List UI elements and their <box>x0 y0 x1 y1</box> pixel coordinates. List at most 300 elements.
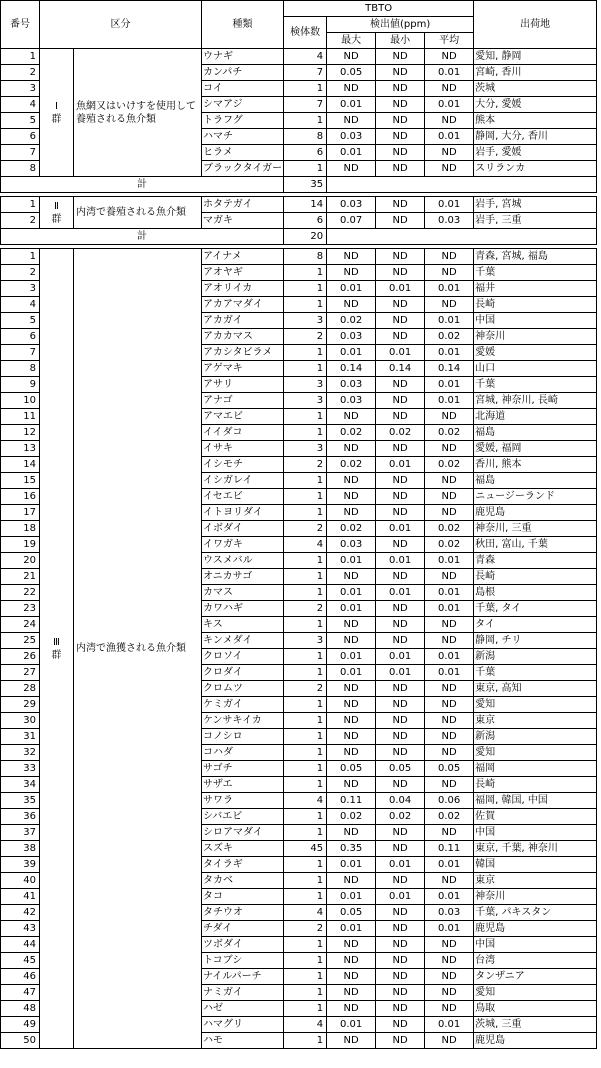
max-value: ND <box>327 697 376 713</box>
min-value: ND <box>376 969 425 985</box>
header-count: 検体数 <box>284 17 327 49</box>
origin-place: 愛知 <box>474 697 597 713</box>
row-number: 12 <box>1 425 40 441</box>
origin-place: 神奈川 <box>474 889 597 905</box>
origin-place: 長崎 <box>474 777 597 793</box>
species-name: ハマグリ <box>202 1017 284 1033</box>
avg-value: ND <box>425 873 474 889</box>
avg-value: 0.11 <box>425 841 474 857</box>
max-value: ND <box>327 777 376 793</box>
species-name: シマアジ <box>202 97 284 113</box>
avg-value: ND <box>425 729 474 745</box>
sample-count: 2 <box>284 329 327 345</box>
max-value: ND <box>327 873 376 889</box>
row-number: 3 <box>1 81 40 97</box>
min-value: ND <box>376 1033 425 1049</box>
origin-place: スリランカ <box>474 161 597 177</box>
species-name: スズキ <box>202 841 284 857</box>
origin-place: 静岡, チリ <box>474 633 597 649</box>
sample-count: 8 <box>284 249 327 265</box>
group-category: 内湾で漁獲される魚介類 <box>74 249 202 1049</box>
avg-value: 0.03 <box>425 213 474 229</box>
min-value: ND <box>376 441 425 457</box>
total-count: 20 <box>284 229 327 245</box>
species-name: イトヨリダイ <box>202 505 284 521</box>
min-value: ND <box>376 953 425 969</box>
origin-place: 愛知, 静岡 <box>474 49 597 65</box>
total-label: 計 <box>1 177 284 193</box>
row-number: 40 <box>1 873 40 889</box>
min-value: ND <box>376 473 425 489</box>
row-number: 23 <box>1 601 40 617</box>
origin-place: 愛媛 <box>474 345 597 361</box>
row-number: 33 <box>1 761 40 777</box>
species-name: ケンサキイカ <box>202 713 284 729</box>
min-value: ND <box>376 905 425 921</box>
sample-count: 1 <box>284 1033 327 1049</box>
origin-place: 香川, 熊本 <box>474 457 597 473</box>
min-value: 0.01 <box>376 457 425 473</box>
total-blank <box>327 229 597 245</box>
species-name: タイラギ <box>202 857 284 873</box>
sample-count: 1 <box>284 345 327 361</box>
avg-value: ND <box>425 713 474 729</box>
origin-place: 宮城, 神奈川, 長崎 <box>474 393 597 409</box>
min-value: ND <box>376 377 425 393</box>
row-number: 31 <box>1 729 40 745</box>
species-name: アゲマキ <box>202 361 284 377</box>
max-value: 0.01 <box>327 1017 376 1033</box>
species-name: イボダイ <box>202 521 284 537</box>
sample-count: 1 <box>284 649 327 665</box>
origin-place: 東京, 千葉, 神奈川 <box>474 841 597 857</box>
avg-value: ND <box>425 969 474 985</box>
avg-value: ND <box>425 681 474 697</box>
sample-count: 1 <box>284 113 327 129</box>
max-value: ND <box>327 161 376 177</box>
avg-value: 0.01 <box>425 65 474 81</box>
avg-value: 0.03 <box>425 905 474 921</box>
sample-count: 1 <box>284 729 327 745</box>
min-value: ND <box>376 329 425 345</box>
sample-count: 1 <box>284 937 327 953</box>
row-number: 47 <box>1 985 40 1001</box>
table-row <box>1 49 597 65</box>
sample-count: 1 <box>284 161 327 177</box>
row-number: 7 <box>1 145 40 161</box>
total-count: 35 <box>284 177 327 193</box>
sample-count: 1 <box>284 761 327 777</box>
species-name: サゴチ <box>202 761 284 777</box>
min-value: ND <box>376 297 425 313</box>
sample-count: 1 <box>284 713 327 729</box>
min-value: 0.01 <box>376 521 425 537</box>
row-number: 18 <box>1 521 40 537</box>
max-value: ND <box>327 265 376 281</box>
sample-count: 3 <box>284 377 327 393</box>
row-number: 16 <box>1 489 40 505</box>
row-number: 20 <box>1 553 40 569</box>
species-name: アナゴ <box>202 393 284 409</box>
min-value: ND <box>376 145 425 161</box>
row-number: 2 <box>1 213 40 229</box>
sample-count: 14 <box>284 197 327 213</box>
row-number: 44 <box>1 937 40 953</box>
sample-count: 1 <box>284 409 327 425</box>
species-name: アオリイカ <box>202 281 284 297</box>
avg-value: 0.05 <box>425 761 474 777</box>
species-name: ナイルパーチ <box>202 969 284 985</box>
row-number: 15 <box>1 473 40 489</box>
species-name: キンメダイ <box>202 633 284 649</box>
origin-place: 静岡, 大分, 香川 <box>474 129 597 145</box>
sample-count: 1 <box>284 81 327 97</box>
header-origin: 出荷地 <box>474 1 597 49</box>
species-name: イサキ <box>202 441 284 457</box>
row-number: 41 <box>1 889 40 905</box>
species-name: ハマチ <box>202 129 284 145</box>
avg-value: ND <box>425 985 474 1001</box>
origin-place: 岩手, 三重 <box>474 213 597 229</box>
species-name: オニカサゴ <box>202 569 284 585</box>
avg-value: 0.01 <box>425 601 474 617</box>
total-row <box>1 177 597 193</box>
min-value: 0.01 <box>376 281 425 297</box>
max-value: 0.02 <box>327 521 376 537</box>
min-value: ND <box>376 745 425 761</box>
row-number: 46 <box>1 969 40 985</box>
sample-count: 1 <box>284 809 327 825</box>
group-label: Ⅲ 群 <box>40 249 74 1049</box>
min-value: ND <box>376 49 425 65</box>
row-number: 34 <box>1 777 40 793</box>
max-value: 0.02 <box>327 313 376 329</box>
sample-count: 1 <box>284 777 327 793</box>
sample-count: 2 <box>284 457 327 473</box>
avg-value: ND <box>425 937 474 953</box>
origin-place: 新潟 <box>474 649 597 665</box>
origin-place: ニュージーランド <box>474 489 597 505</box>
avg-value: 0.01 <box>425 889 474 905</box>
species-name: サワラ <box>202 793 284 809</box>
min-value: ND <box>376 1017 425 1033</box>
avg-value: ND <box>425 569 474 585</box>
sample-count: 2 <box>284 681 327 697</box>
row-number: 48 <box>1 1001 40 1017</box>
species-name: カワハギ <box>202 601 284 617</box>
sample-count: 3 <box>284 313 327 329</box>
origin-place: 千葉 <box>474 665 597 681</box>
species-name: コハダ <box>202 745 284 761</box>
row-number: 35 <box>1 793 40 809</box>
avg-value: ND <box>425 1001 474 1017</box>
max-value: 0.05 <box>327 905 376 921</box>
origin-place: タンザニア <box>474 969 597 985</box>
species-name: アカシタビラメ <box>202 345 284 361</box>
avg-value: ND <box>425 1033 474 1049</box>
row-number: 8 <box>1 361 40 377</box>
row-number: 45 <box>1 953 40 969</box>
sample-count: 1 <box>284 857 327 873</box>
avg-value: 0.02 <box>425 425 474 441</box>
sample-count: 1 <box>284 617 327 633</box>
species-name: ナミガイ <box>202 985 284 1001</box>
row-number: 50 <box>1 1033 40 1049</box>
row-number: 43 <box>1 921 40 937</box>
sample-count: 6 <box>284 213 327 229</box>
row-number: 4 <box>1 297 40 313</box>
row-number: 39 <box>1 857 40 873</box>
max-value: 0.03 <box>327 329 376 345</box>
min-value: ND <box>376 161 425 177</box>
max-value: 0.01 <box>327 921 376 937</box>
sample-count: 3 <box>284 633 327 649</box>
row-number: 14 <box>1 457 40 473</box>
row-number: 1 <box>1 49 40 65</box>
min-value: ND <box>376 537 425 553</box>
max-value: 0.02 <box>327 809 376 825</box>
origin-place: 千葉 <box>474 265 597 281</box>
origin-place: 山口 <box>474 361 597 377</box>
max-value: 0.02 <box>327 425 376 441</box>
avg-value: ND <box>425 489 474 505</box>
sample-count: 1 <box>284 889 327 905</box>
avg-value: 0.02 <box>425 521 474 537</box>
origin-place: 島根 <box>474 585 597 601</box>
species-name: チダイ <box>202 921 284 937</box>
row-number: 29 <box>1 697 40 713</box>
max-value: 0.07 <box>327 213 376 229</box>
sample-count: 1 <box>284 569 327 585</box>
origin-place: 長崎 <box>474 297 597 313</box>
sample-count: 1 <box>284 281 327 297</box>
avg-value: 0.06 <box>425 793 474 809</box>
row-number: 28 <box>1 681 40 697</box>
origin-place: 茨城, 三重 <box>474 1017 597 1033</box>
min-value: ND <box>376 129 425 145</box>
species-name: タコ <box>202 889 284 905</box>
avg-value: ND <box>425 697 474 713</box>
species-name: ツボダイ <box>202 937 284 953</box>
origin-place: 中国 <box>474 937 597 953</box>
avg-value: ND <box>425 633 474 649</box>
species-name: ハモ <box>202 1033 284 1049</box>
origin-place: 東京 <box>474 873 597 889</box>
row-number: 4 <box>1 97 40 113</box>
row-number: 37 <box>1 825 40 841</box>
max-value: 0.01 <box>327 345 376 361</box>
max-value: 0.02 <box>327 457 376 473</box>
species-name: サザエ <box>202 777 284 793</box>
sample-count: 4 <box>284 49 327 65</box>
max-value: ND <box>327 969 376 985</box>
species-name: ブラックタイガー <box>202 161 284 177</box>
origin-place: 宮崎, 香川 <box>474 65 597 81</box>
header-tbto: TBTO <box>284 1 474 17</box>
sample-count: 1 <box>284 505 327 521</box>
origin-place: 愛媛, 福岡 <box>474 441 597 457</box>
min-value: ND <box>376 825 425 841</box>
avg-value: 0.01 <box>425 97 474 113</box>
avg-value: 0.01 <box>425 197 474 213</box>
origin-place: 千葉 <box>474 377 597 393</box>
min-value: ND <box>376 505 425 521</box>
avg-value: 0.01 <box>425 585 474 601</box>
min-value: 0.02 <box>376 425 425 441</box>
min-value: ND <box>376 65 425 81</box>
max-value: 0.03 <box>327 377 376 393</box>
min-value: 0.04 <box>376 793 425 809</box>
sample-count: 4 <box>284 537 327 553</box>
sample-count: 1 <box>284 1001 327 1017</box>
species-name: アカカマス <box>202 329 284 345</box>
max-value: ND <box>327 409 376 425</box>
sample-count: 1 <box>284 697 327 713</box>
species-name: タチウオ <box>202 905 284 921</box>
species-name: キス <box>202 617 284 633</box>
row-number: 17 <box>1 505 40 521</box>
min-value: ND <box>376 97 425 113</box>
origin-place: 福岡, 韓国, 中国 <box>474 793 597 809</box>
min-value: 0.01 <box>376 889 425 905</box>
sample-count: 1 <box>284 585 327 601</box>
max-value: ND <box>327 297 376 313</box>
species-name: カンパチ <box>202 65 284 81</box>
row-number: 2 <box>1 265 40 281</box>
avg-value: ND <box>425 473 474 489</box>
min-value: ND <box>376 985 425 1001</box>
max-value: 0.01 <box>327 585 376 601</box>
total-row <box>1 229 597 245</box>
max-value: ND <box>327 681 376 697</box>
max-value: 0.05 <box>327 761 376 777</box>
group-category: 魚網又はいけすを使用して養殖される魚介類 <box>74 49 202 177</box>
species-name: タカベ <box>202 873 284 889</box>
avg-value: 0.02 <box>425 329 474 345</box>
min-value: ND <box>376 937 425 953</box>
header-detected: 検出値(ppm) <box>327 17 474 33</box>
origin-place: 岩手, 宮城 <box>474 197 597 213</box>
avg-value: ND <box>425 953 474 969</box>
min-value: 0.01 <box>376 857 425 873</box>
max-value: 0.35 <box>327 841 376 857</box>
species-name: イイダコ <box>202 425 284 441</box>
max-value: ND <box>327 953 376 969</box>
avg-value: ND <box>425 49 474 65</box>
min-value: ND <box>376 1001 425 1017</box>
min-value: ND <box>376 213 425 229</box>
species-name: アイナメ <box>202 249 284 265</box>
max-value: 0.03 <box>327 197 376 213</box>
max-value: 0.01 <box>327 649 376 665</box>
origin-place: 鳥取 <box>474 1001 597 1017</box>
origin-place: 神奈川, 三重 <box>474 521 597 537</box>
avg-value: ND <box>425 825 474 841</box>
species-name: ハゼ <box>202 1001 284 1017</box>
sample-count: 1 <box>284 473 327 489</box>
max-value: 0.01 <box>327 889 376 905</box>
avg-value: 0.01 <box>425 281 474 297</box>
min-value: 0.01 <box>376 553 425 569</box>
total-blank <box>327 177 597 193</box>
sample-count: 1 <box>284 489 327 505</box>
row-number: 2 <box>1 65 40 81</box>
row-number: 3 <box>1 281 40 297</box>
row-number: 38 <box>1 841 40 857</box>
avg-value: 0.02 <box>425 537 474 553</box>
min-value: ND <box>376 197 425 213</box>
min-value: 0.02 <box>376 809 425 825</box>
row-number: 13 <box>1 441 40 457</box>
origin-place: 福島 <box>474 425 597 441</box>
max-value: 0.01 <box>327 601 376 617</box>
origin-place: 千葉, タイ <box>474 601 597 617</box>
sample-count: 4 <box>284 905 327 921</box>
group-category: 内湾で養殖される魚介類 <box>74 197 202 229</box>
row-number: 8 <box>1 161 40 177</box>
max-value: 0.01 <box>327 665 376 681</box>
min-value: 0.01 <box>376 665 425 681</box>
max-value: ND <box>327 1033 376 1049</box>
min-value: ND <box>376 921 425 937</box>
species-name: コイ <box>202 81 284 97</box>
species-name: シバエビ <box>202 809 284 825</box>
max-value: ND <box>327 937 376 953</box>
species-name: トコブシ <box>202 953 284 969</box>
min-value: ND <box>376 713 425 729</box>
species-name: クロソイ <box>202 649 284 665</box>
avg-value: 0.01 <box>425 649 474 665</box>
row-number: 6 <box>1 329 40 345</box>
min-value: ND <box>376 265 425 281</box>
avg-value: ND <box>425 441 474 457</box>
max-value: ND <box>327 745 376 761</box>
min-value: ND <box>376 681 425 697</box>
row-number: 1 <box>1 197 40 213</box>
sample-count: 1 <box>284 665 327 681</box>
min-value: ND <box>376 633 425 649</box>
avg-value: ND <box>425 777 474 793</box>
max-value: 0.03 <box>327 537 376 553</box>
max-value: 0.05 <box>327 65 376 81</box>
row-number: 9 <box>1 377 40 393</box>
total-label: 計 <box>1 229 284 245</box>
species-name: シロアマダイ <box>202 825 284 841</box>
max-value: 0.03 <box>327 129 376 145</box>
header-min: 最小 <box>376 33 425 49</box>
origin-place: 神奈川 <box>474 329 597 345</box>
min-value: 0.01 <box>376 585 425 601</box>
min-value: ND <box>376 873 425 889</box>
origin-place: 鹿児島 <box>474 505 597 521</box>
sample-count: 1 <box>284 969 327 985</box>
row-number: 7 <box>1 345 40 361</box>
species-name: イセエビ <box>202 489 284 505</box>
min-value: 0.05 <box>376 761 425 777</box>
max-value: 0.01 <box>327 281 376 297</box>
max-value: ND <box>327 985 376 1001</box>
sample-count: 6 <box>284 145 327 161</box>
row-number: 10 <box>1 393 40 409</box>
max-value: ND <box>327 633 376 649</box>
header-category: 区分 <box>40 1 202 49</box>
row-number: 11 <box>1 409 40 425</box>
sample-count: 1 <box>284 425 327 441</box>
species-name: イシガレイ <box>202 473 284 489</box>
group-label: Ⅱ 群 <box>40 197 74 229</box>
max-value: ND <box>327 249 376 265</box>
avg-value: 0.14 <box>425 361 474 377</box>
